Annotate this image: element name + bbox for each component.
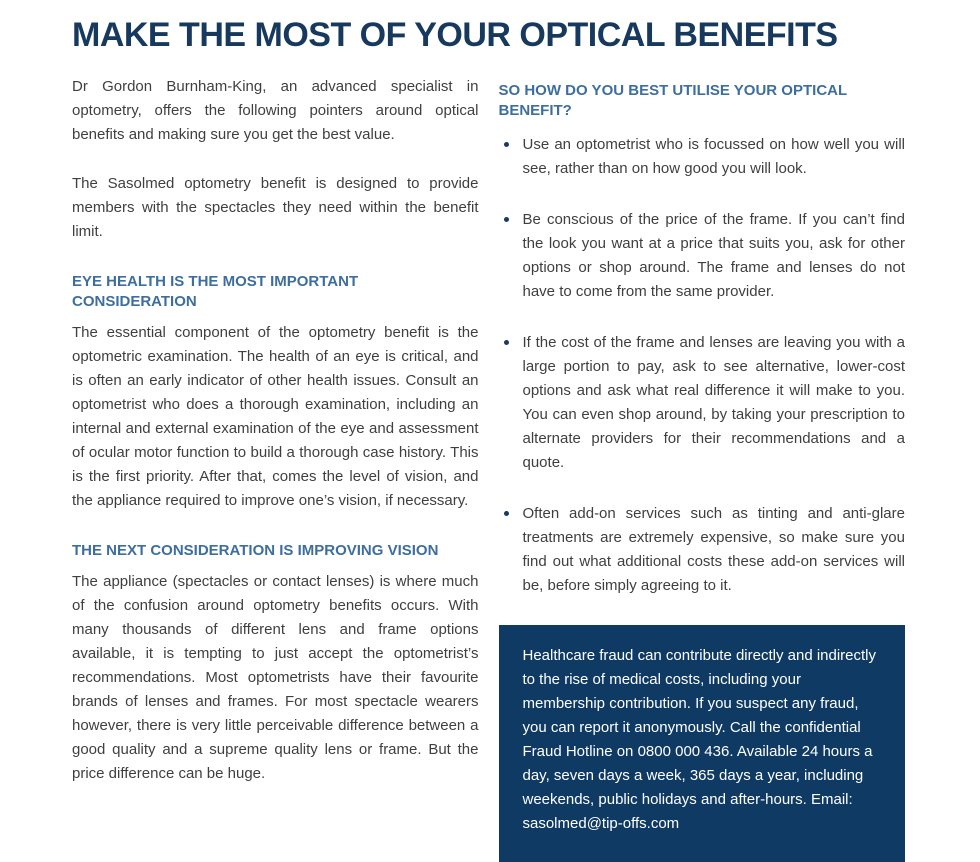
- tips-bullet-list: [499, 133, 906, 598]
- fraud-hotline-callout-box: [499, 625, 906, 862]
- section-heading-utilise-benefit: SO HOW DO YOU BEST UTILISE YOUR OPTICAL BENEFIT?: [498, 82, 847, 119]
- section-heading-eye-health: EYE HEALTH IS THE MOST IMPORTANT CONSIDERATION: [72, 273, 359, 310]
- two-column-layout: [72, 75, 905, 862]
- page-title: MAKE THE MOST OF YOUR OPTICAL BENEFITS: [72, 16, 838, 54]
- list-item: [499, 331, 906, 475]
- bullet-text-frame-price: Be conscious of the price of the frame. If you can’t find the look you want at a price that suits you, ask for other options or shop around. The frame and lenses do not have to come from the same provider.: [522, 211, 905, 300]
- bullet-dot-icon: [504, 340, 509, 345]
- bullet-dot-icon: [504, 217, 509, 222]
- intro-paragraph-2: The Sasolmed optometry benefit is designed to provide members with the spectacles they need within the benefit limit.: [72, 175, 479, 240]
- list-item: [499, 502, 906, 598]
- bullet-text-addon-services: Often add-on services such as tinting and anti-glare treatments are extremely expensive, so make sure you find out what additional costs these add-on services will be, before simply agreeing to it.: [522, 505, 905, 594]
- right-column: [499, 75, 906, 862]
- list-item: [499, 133, 906, 181]
- bullet-dot-icon: [504, 142, 509, 147]
- section-heading-improving-vision: THE NEXT CONSIDERATION IS IMPROVING VISION: [72, 542, 439, 559]
- section-body-improving-vision: The appliance (spectacles or contact lenses) is where much of the confusion around optometry benefits occurs. With many thousands of different lens and frame options available, it is tempting to just accept the optometrist’s recommendations. Most optometrists have their favourite brands of lenses and frames. For most spectacle wearers however, there is very little perceivable difference between a good quality and a supreme quality lens or frame. But the price difference can be huge.: [72, 573, 479, 782]
- intro-paragraph-1: Dr Gordon Burnham-King, an advanced specialist in optometry, offers the following pointers around optical benefits and making sure you get the best value.: [72, 78, 479, 143]
- bullet-text-lower-cost-options: If the cost of the frame and lenses are leaving you with a large portion to pay, ask to see alternative, lower-cost options and ask what real difference it will make to you. You can even shop around, by taking your prescription to alternate providers for their recommendations and a quote.: [522, 334, 905, 471]
- bullet-dot-icon: [504, 511, 509, 516]
- list-item: [499, 208, 906, 304]
- fraud-hotline-text: Healthcare fraud can contribute directly and indirectly to the rise of medical costs, including your membership contribution. If you suspect any fraud, you can report it anonymously. Call the confidential Fraud Hotline on 0800 000 436. Available 24 hours a day, seven days a week, 365 days a year, including weekends, public holidays and after-hours. Email: sasolmed@tip-offs.com: [522, 647, 877, 832]
- bullet-text-optometrist-focus: Use an optometrist who is focussed on how well you will see, rather than on how good you will look.: [522, 136, 905, 177]
- section-body-eye-health: The essential component of the optometry benefit is the optometric examination. The health of an eye is critical, and is often an early indicator of other health issues. Consult an optometrist who does a thorough examination, including an internal and external examination of the eye and assessment of ocular motor function to build a thorough case history. This is the first priority. After that, comes the level of vision, and the appliance required to improve one’s vision, if necessary.: [72, 324, 479, 509]
- left-column: [72, 75, 479, 862]
